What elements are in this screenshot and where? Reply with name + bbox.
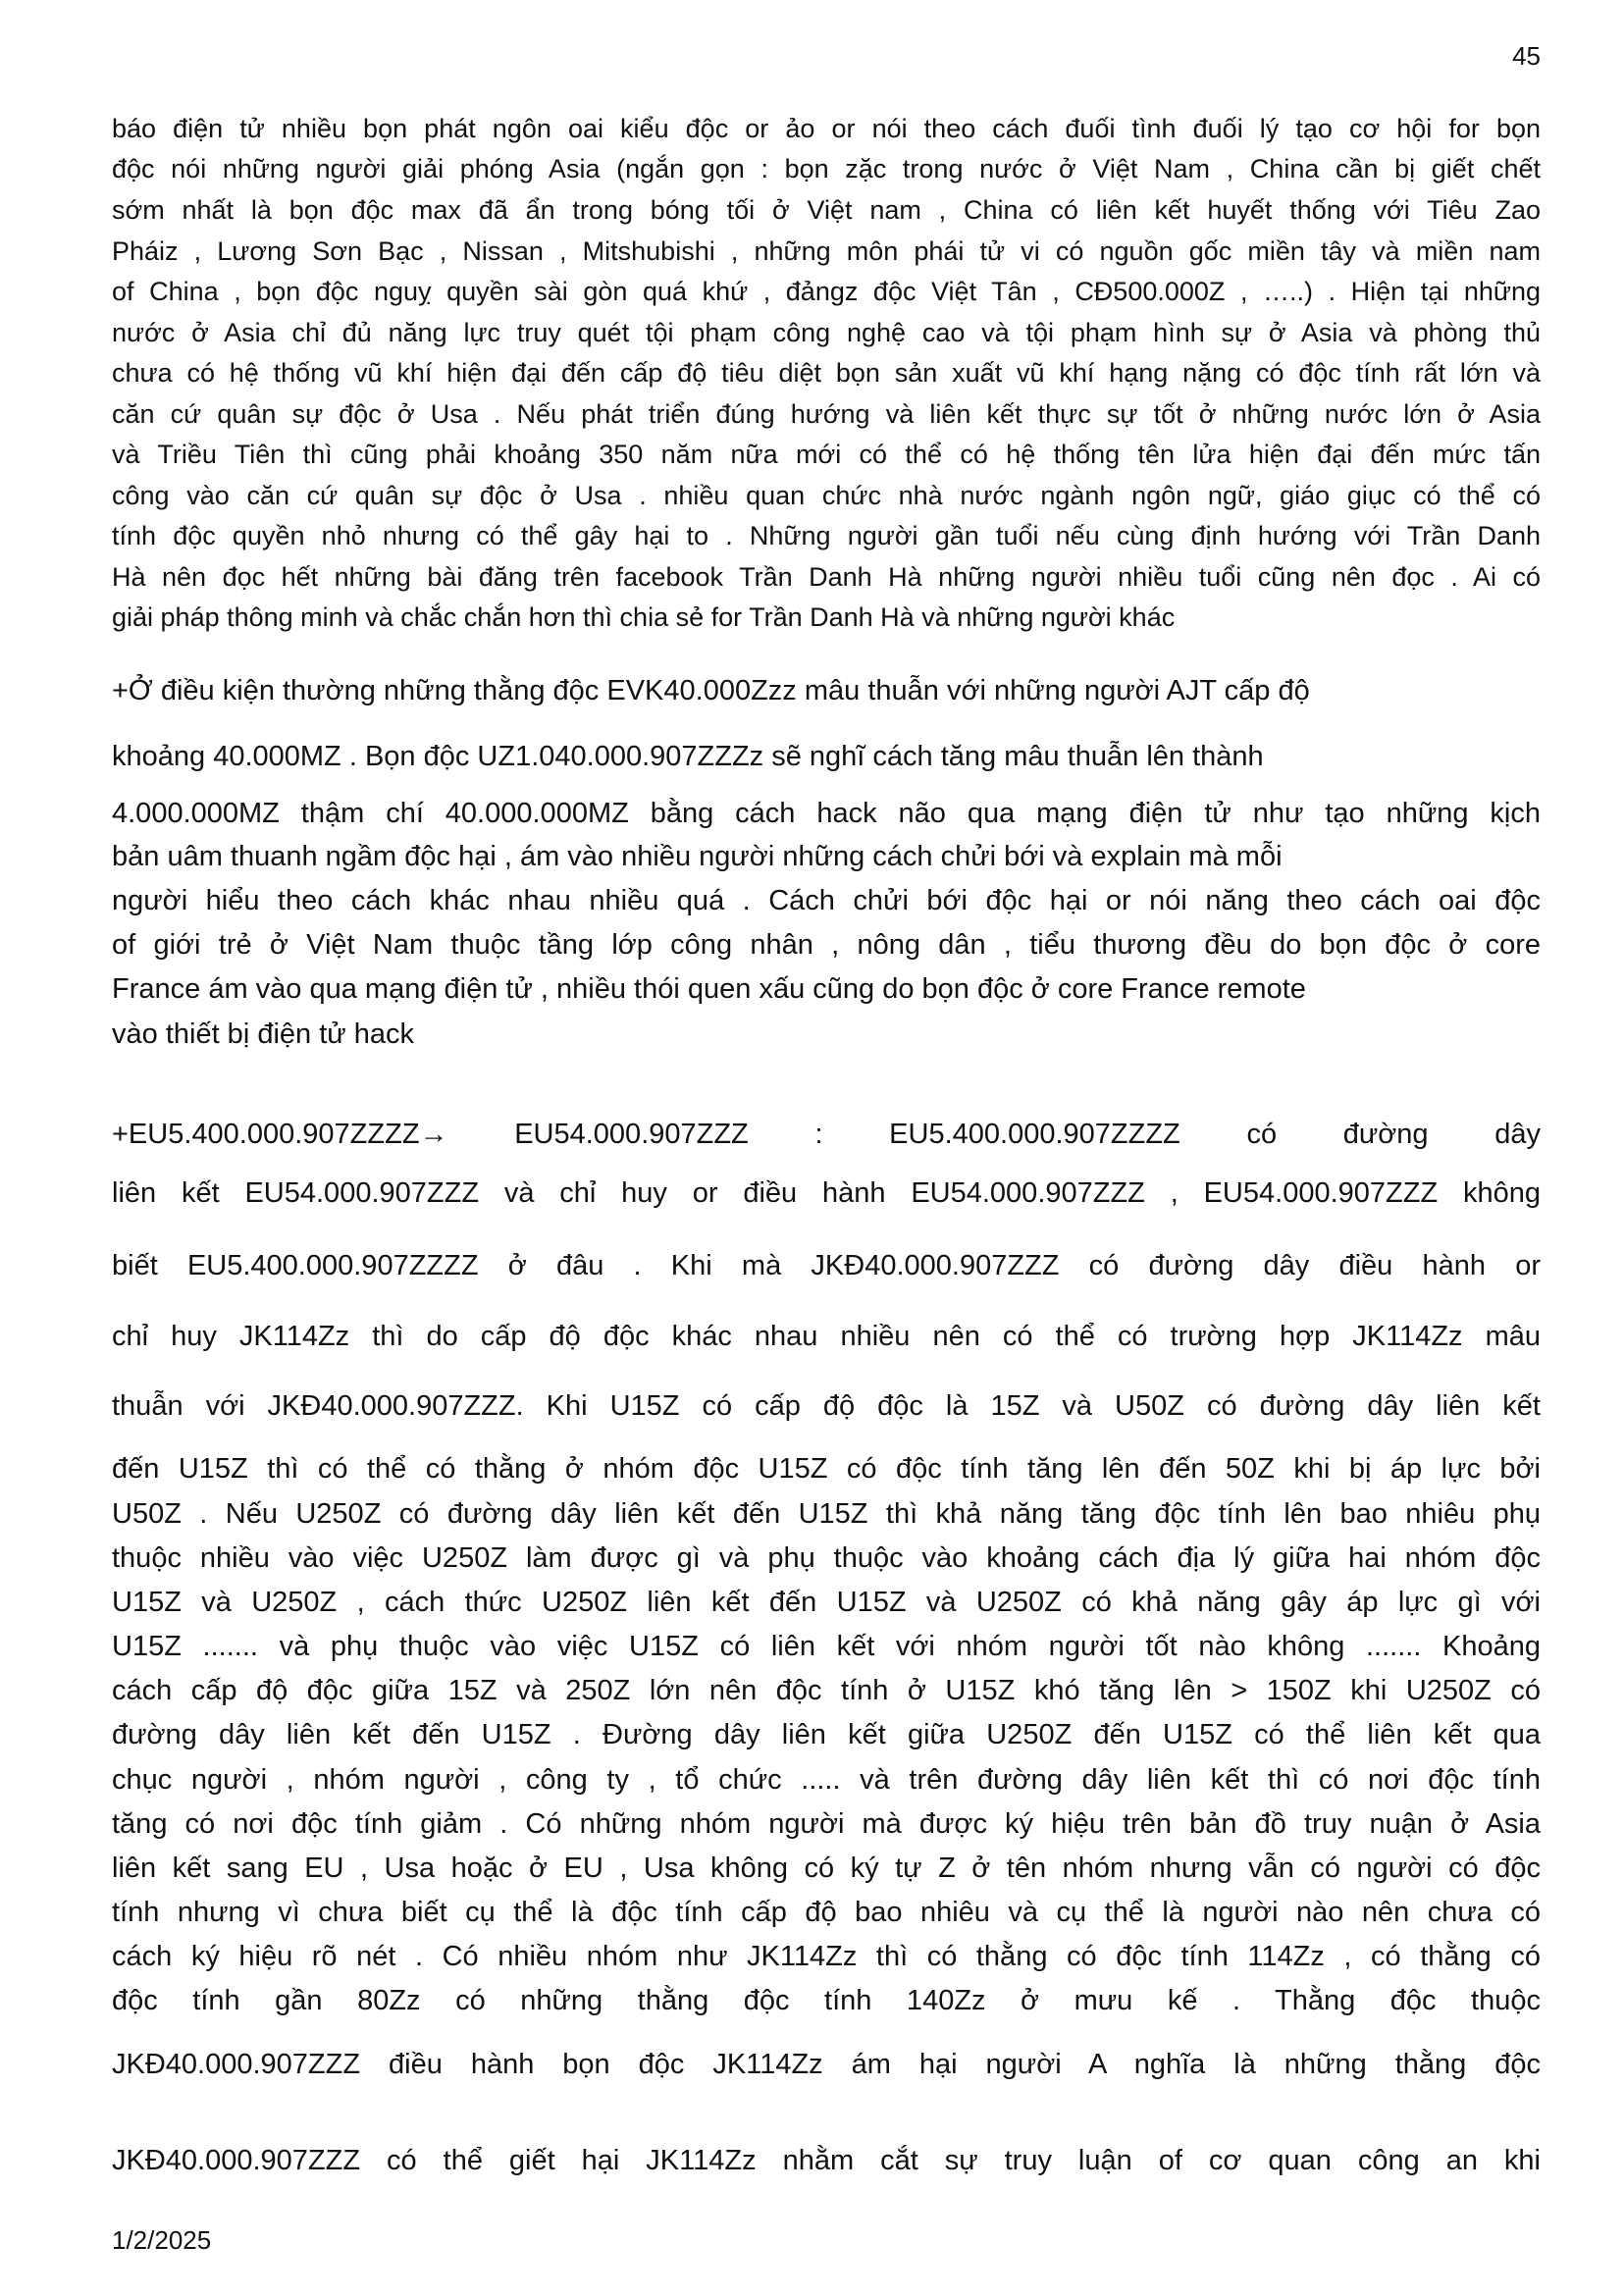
text-line: biết EU5.400.000.907ZZZZ ở đâu . Khi mà JKĐ40.000.907ZZZ có đường dây điều hành or [112,1249,1541,1281]
text-line: liên kết sang EU , Usa hoặc ở EU , Usa không có ký tự Z ở tên nhóm nhưng vẫn có người có độc [112,1852,1541,1884]
text-line: giải pháp thông minh và chắc chắn hơn thì chia sẻ for Trần Danh Hà và những người khác [112,602,1176,633]
text-line: bản uâm thuanh ngầm độc hại , ám vào nhiều người những cách chửi bới và explain mà mỗi [112,840,1283,872]
text-line: tính nhưng vì chưa biết cụ thể là độc tính cấp độ bao nhiêu và cụ thể là người nào nên chưa có [112,1896,1541,1928]
text-line: Hà nên đọc hết những bài đăng trên facebook Trần Danh Hà những người nhiều tuổi cũng nên đọc . Ai có [112,561,1541,592]
text-line: France ám vào qua mạng điện tử , nhiều thói quen xấu cũng do bọn độc ở core France remote [112,973,1306,1006]
text-line: U50Z . Nếu U250Z có đường dây liên kết đến U15Z thì khả năng tăng độc tính lên bao nhiêu phụ [112,1497,1541,1530]
text-line: đường dây liên kết đến U15Z . Đường dây liên kết giữa U250Z đến U15Z có thể liên kết qua [112,1719,1541,1751]
text-line: và Triều Tiên thì cũng phải khoảng 350 năm nữa mới có thể có hệ thống tên lửa hiện đại đến mức tấn [112,440,1541,470]
footer-date: 1/2/2025 [112,2225,212,2255]
text-line: thuộc nhiều vào việc U250Z làm được gì và phụ thuộc vào khoảng cách địa lý giữa hai nhóm độc [112,1541,1541,1574]
text-line: JKĐ40.000.907ZZZ có thể giết hại JK114Zz nhằm cắt sự truy luận of cơ quan công an khi [112,2144,1541,2176]
text-line: công vào căn cứ quân sự độc ở Usa . nhiều quan chức nhà nước ngành ngôn ngữ, giáo giục có thể có [112,480,1541,510]
text-line: nước ở Asia chỉ đủ năng lực truy quét tội phạm công nghệ cao và tội phạm hình sự ở Asia và phòng thủ [112,317,1541,347]
text-line: người hiểu theo cách khác nhau nhiều quá . Cách chửi bới độc hại or nói năng theo cách oai độc [112,885,1541,917]
text-line: tăng có nơi độc tính giảm . Có những nhóm người mà được ký hiệu trên bản đồ truy nuận ở Asia [112,1807,1541,1840]
text-line: JKĐ40.000.907ZZZ điều hành bọn độc JK114Zz ám hại người A nghĩa là những thằng độc [112,2048,1541,2080]
text-line: báo điện tử nhiều bọn phát ngôn oai kiểu độc or ảo or nói theo cách đuối tình đuối lý tạo cơ hội for bọn [112,113,1541,143]
text-line: căn cứ quân sự độc ở Usa . Nếu phát triển đúng hướng và liên kết thực sự tốt ở những nước lớn ở Asia [112,398,1541,429]
text-line: 4.000.000MZ thậm chí 40.000.000MZ bằng cách hack não qua mạng điện tử như tạo những kịch [112,798,1541,830]
text-line: U15Z và U250Z , cách thức U250Z liên kết đến U15Z và U250Z có khả năng gây áp lực gì với [112,1586,1541,1618]
text-line: U15Z ....... và phụ thuộc vào việc U15Z có liên kết với nhóm người tốt nào không ....... Khoảng [112,1631,1541,1663]
text-line: liên kết EU54.000.907ZZZ và chỉ huy or điều hành EU54.000.907ZZZ , EU54.000.907ZZZ không [112,1177,1541,1210]
text-line: cách ký hiệu rõ nét . Có nhiều nhóm như JK114Zz thì có thằng có độc tính 114Zz , có thằng có [112,1941,1541,1973]
page-number: 45 [1512,41,1541,71]
text-line: sớm nhất là bọn độc max đã ẩn trong bóng tối ở Việt nam , China có liên kết huyết thống với Tiêu Zao [112,195,1541,225]
text-line: of China , bọn độc nguỵ quyền sài gòn quá khứ , đảngz độc Việt Tân , CĐ500.000Z , …..) . Hiện tại những [112,277,1541,307]
text-line: thuẫn với JKĐ40.000.907ZZZ. Khi U15Z có cấp độ độc là 15Z và U50Z có đường dây liên kết [112,1389,1541,1422]
text-line: vào thiết bị điện tử hack [112,1018,414,1050]
text-line: chưa có hệ thống vũ khí hiện đại đến cấp độ tiêu diệt bọn sản xuất vũ khí hạng nặng có độc tính rất lớn và [112,358,1541,389]
text-line: Pháiz , Lương Sơn Bạc , Nissan , Mitshubishi , những môn phái tử vi có nguồn gốc miền tây và miền nam [112,235,1541,266]
text-line: +EU5.400.000.907ZZZZ→ EU54.000.907ZZZ : EU5.400.000.907ZZZZ có đường dây [112,1118,1541,1150]
text-line: cách cấp độ độc giữa 15Z và 250Z lớn nên độc tính ở U15Z khó tăng lên > 150Z khi U250Z có [112,1675,1541,1707]
text-line: đến U15Z thì có thể có thằng ở nhóm độc U15Z có độc tính tăng lên đến 50Z khi bị áp lực bởi [112,1453,1541,1486]
text-line: độc tính gần 80Zz có những thằng độc tính 140Zz ở mưu kế . Thằng độc thuộc [112,1985,1541,2017]
text-line: độc nói những người giải phóng Asia (ngắn gọn : bọn zặc trong nước ở Việt Nam , China cần bị giết chết [112,154,1541,184]
text-line: +Ở điều kiện thường những thằng độc EVK40.000Zzz mâu thuẫn với những người AJT cấp độ [112,675,1310,707]
text-line: chỉ huy JK114Zz thì do cấp độ độc khác nhau nhiều nên có thể có trường hợp JK114Zz mâu [112,1321,1541,1353]
text-line: tính độc quyền nhỏ nhưng có thể gây hại to . Những người gần tuổi nếu cùng định hướng với Trần Danh [112,521,1541,551]
text-line: khoảng 40.000MZ . Bọn độc UZ1.040.000.907ZZZz sẽ nghĩ cách tăng mâu thuẫn lên thành [112,740,1264,772]
text-line: of giới trẻ ở Việt Nam thuộc tầng lớp công nhân , nông dân , tiểu thương đều do bọn độc ở core [112,929,1541,962]
text-line: chục người , nhóm người , công ty , tổ chức ..... và trên đường dây liên kết thì có nơi độc tính [112,1763,1541,1796]
